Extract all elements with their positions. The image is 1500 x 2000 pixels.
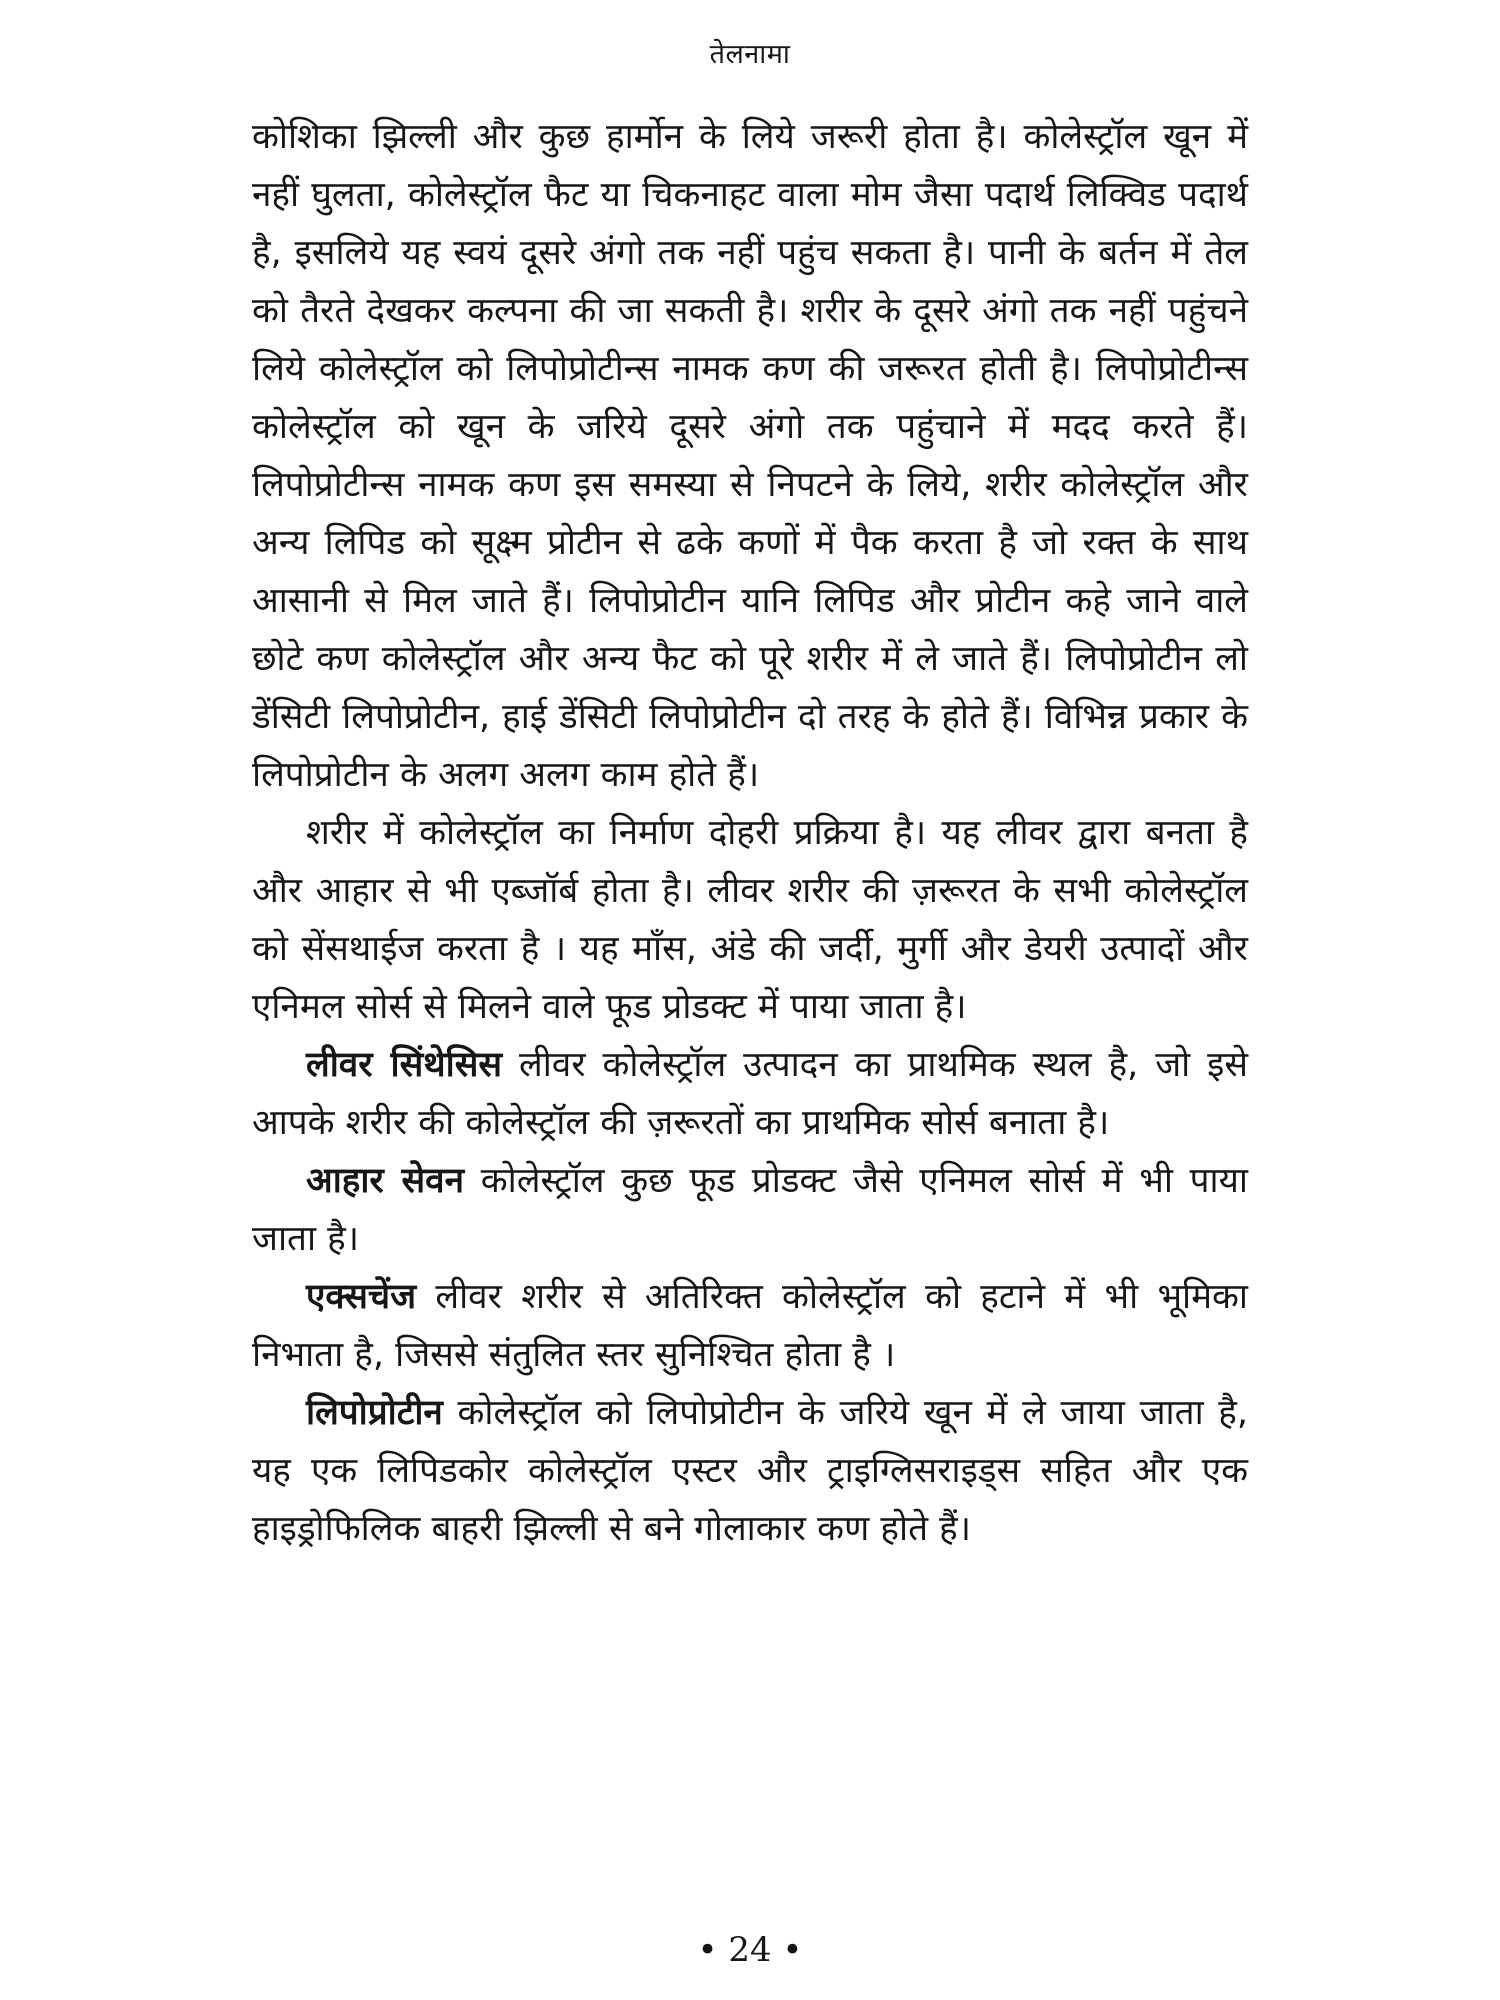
paragraph-6 xyxy=(252,1384,1248,1558)
page-body xyxy=(252,108,1248,1558)
paragraph-1: कोशिका झिल्ली और कुछ हार्मोन के लिये जरूरी होता है। कोलेस्ट्रॉल खून में नहीं घुलता, कोलेस्ट्रॉल फैट या चिकनाहट वाला मोम जैसा पदार्थ लिक्विड पदार्थ है, इसलिये यह स्वयं दूसरे अंगो तक नहीं पहुंच सकता है। पानी के बर्तन में तेल को तैरते देखकर कल्पना की जा सकती है। शरीर के दूसरे अंगो तक नहीं पहुंचने लिये कोलेस्ट्रॉल को लिपोप्रोटीन्स नामक कण की जरूरत होती है। लिपोप्रोटीन्स कोलेस्ट्रॉल को खून के जरिये दूसरे अंगो तक पहुंचाने में मदद करते हैं। लिपोप्रोटीन्स नामक कण इस समस्या से निपटने के लिये, शरीर कोलेस्ट्रॉल और अन्य लिपिड को सूक्ष्म प्रोटीन से ढके कणों में पैक करता है जो रक्त के साथ आसानी से मिल जाते हैं। लिपोप्रोटीन यानि लिपिड और प्रोटीन कहे जाने वाले छोटे कण कोलेस्ट्रॉल और अन्य फैट को पूरे शरीर में ले जाते हैं। लिपोप्रोटीन लो डेंसिटी लिपोप्रोटीन, हाई डेंसिटी लिपोप्रोटीन दो तरह के होते हैं। विभिन्न प्रकार के लिपोप्रोटीन के अलग अलग काम होते हैं। xyxy=(252,117,1248,795)
term-liver-synthesis: लीवर सिंथेसिस xyxy=(306,1045,503,1085)
paragraph-4 xyxy=(252,1152,1248,1268)
term-exchange: एक्सचेंज xyxy=(306,1277,417,1317)
paragraph-6-text: कोलेस्ट्रॉल को लिपोप्रोटीन के जरिये खून में ले जाया जाता है, यह एक लिपिडकोर कोलेस्ट्रॉल एस्टर और ट्राइग्लिसराइड्स सहित और एक हाइड्रोफिलिक बाहरी झिल्ली से बने गोलाकार कण होते हैं। xyxy=(252,1393,1248,1549)
paragraph-5-text: लीवर शरीर से अतिरिक्त कोलेस्ट्रॉल को हटाने में भी भूमिका निभाता है, जिससे संतुलित स्तर सुनिश्चित होता है । xyxy=(252,1277,1248,1375)
paragraph-4-text: कोलेस्ट्रॉल कुछ फूड प्रोडक्ट जैसे एनिमल सोर्स में भी पाया जाता है। xyxy=(252,1161,1248,1259)
page-number: • 24 • xyxy=(697,1930,803,1970)
paragraph-3 xyxy=(252,1036,1248,1152)
term-lipoprotein: लिपोप्रोटीन xyxy=(306,1393,443,1433)
paragraph-3-text: लीवर कोलेस्ट्रॉल उत्पादन का प्राथमिक स्थल है, जो इसे आपके शरीर की कोलेस्ट्रॉल की ज़रूरतों का प्राथमिक सोर्स बनाता है। xyxy=(252,1045,1249,1143)
paragraph-2: शरीर में कोलेस्ट्रॉल का निर्माण दोहरी प्रक्रिया है। यह लीवर द्वारा बनता है और आहार से भी एब्जॉर्ब होता है। लीवर शरीर की ज़रूरत के सभी कोलेस्ट्रॉल को सेंसथाईज करता है । यह माँस, अंडे की जर्दी, मुर्गी और डेयरी उत्पादों और एनिमल सोर्स से मिलने वाले फूड प्रोडक्ट में पाया जाता है। xyxy=(252,813,1248,1027)
paragraph-5 xyxy=(252,1268,1248,1384)
running-title: तेलनामा xyxy=(709,39,791,70)
term-dietary-intake: आहार सेवन xyxy=(306,1161,465,1201)
